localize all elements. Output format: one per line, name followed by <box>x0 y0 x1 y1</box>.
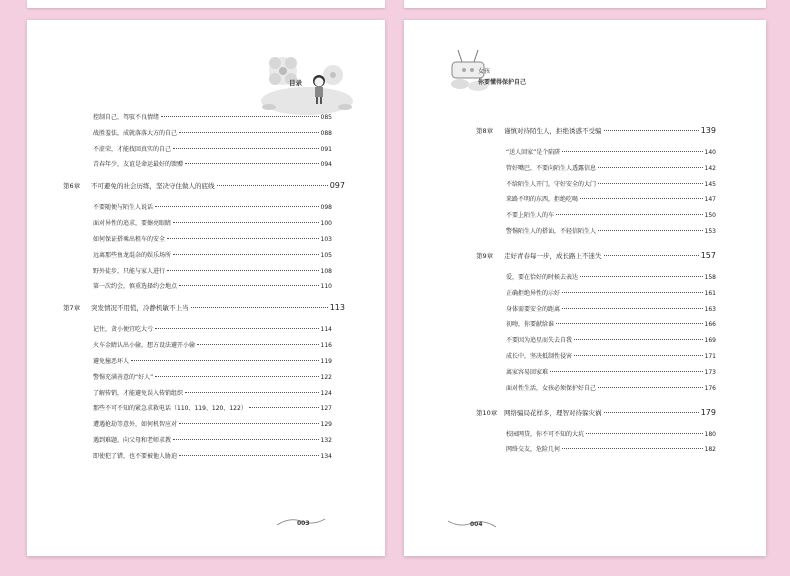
entry-page-number: 110 <box>320 283 332 291</box>
entry-title: 不要因为追星而失去自我 <box>506 337 573 345</box>
dot-leader <box>185 392 319 393</box>
toc-header-title: 目录 <box>289 79 302 87</box>
dot-leader <box>598 387 703 388</box>
entry-title: 不要上陌生人的车 <box>506 212 555 220</box>
entry-title: 遇到难题，向父母和老师求教 <box>93 437 172 444</box>
entry-title: 青春年少，友谊是命运最好的馈赠 <box>93 161 184 169</box>
toc-entry[interactable] <box>506 319 716 328</box>
toc-entry[interactable] <box>93 340 332 349</box>
entry-title: 不给陌生人开门，守好安全的大门 <box>506 180 597 188</box>
sign-illustration <box>444 48 500 94</box>
chapter-label: 第6章 <box>63 182 81 191</box>
dot-leader <box>604 130 699 131</box>
chapter-title: 走好青春每一步，成长路上不迷失 <box>504 252 602 260</box>
dot-leader <box>161 116 319 117</box>
entry-title: 面对异性的追求，要擦亮眼睛 <box>93 220 172 228</box>
entry-title: 控制自己，驾驭不良情绪 <box>93 114 160 121</box>
chapter-heading <box>476 126 602 135</box>
toc-entry[interactable] <box>93 281 332 290</box>
previous-page-edge-right <box>404 0 766 8</box>
dot-leader <box>155 376 318 377</box>
chapter-title: 突发情况不用慌，冷静机敏不上当 <box>91 304 189 313</box>
toc-chapter-entry[interactable] <box>476 408 716 417</box>
toc-entry[interactable] <box>93 388 332 397</box>
dot-leader <box>598 167 703 168</box>
chapter-heading <box>476 408 602 417</box>
dot-leader <box>574 355 703 356</box>
entry-title: “送人回家”是个陷阱 <box>506 149 561 156</box>
entry-page-number: 142 <box>704 164 716 172</box>
toc-entry[interactable] <box>93 403 332 412</box>
entry-page-number: 182 <box>704 446 716 454</box>
dot-leader <box>249 407 319 408</box>
entry-title: 野外徒步，只能与家人进行 <box>93 267 166 275</box>
entry-title: 面对性生活，女孩必须保护好自己 <box>506 384 597 392</box>
dot-leader <box>173 222 319 223</box>
chapter-title: 网络骗局花样多，理智对待躲灾祸 <box>504 408 602 417</box>
entry-title: 管好嘴巴，不要向陌生人透露信息 <box>506 164 597 172</box>
entry-title: 不要随便与陌生人说话 <box>93 204 154 212</box>
toc-entry[interactable] <box>506 304 716 313</box>
dot-leader <box>550 371 703 372</box>
right-page <box>404 20 766 556</box>
entry-page-number: 122 <box>320 373 332 381</box>
toc-entry[interactable] <box>506 383 716 392</box>
toc-entry[interactable] <box>506 272 716 281</box>
dot-leader <box>586 433 703 434</box>
dot-leader <box>179 455 319 456</box>
entry-title: 那些不可不知的紧急求救电话（110、119、120、122） <box>93 405 247 413</box>
entry-page-number: 085 <box>320 114 332 121</box>
toc-entry[interactable] <box>93 202 332 211</box>
dot-leader <box>556 323 703 324</box>
entry-page-number: 139 <box>700 126 716 135</box>
entry-title: 爱，要在恰好的时候去表达 <box>506 274 579 281</box>
chapter-heading <box>63 303 189 312</box>
toc-entry[interactable] <box>506 210 716 219</box>
entry-page-number: 134 <box>320 452 332 460</box>
entry-page-number: 166 <box>704 321 716 329</box>
entry-page-number: 113 <box>329 303 345 313</box>
entry-title: 战胜羞怯，成就落落大方的自己 <box>93 129 178 137</box>
toc-entry[interactable] <box>93 234 332 243</box>
entry-page-number: 173 <box>704 368 716 376</box>
toc-entry[interactable] <box>93 159 332 168</box>
entry-title: 成长中，坚决抵制性侵害 <box>506 353 573 360</box>
dot-leader <box>217 185 328 186</box>
entry-page-number: 129 <box>320 421 332 429</box>
entry-page-number: 108 <box>320 267 332 275</box>
chapter-label: 第10章 <box>476 408 498 417</box>
entry-page-number: 169 <box>704 337 716 345</box>
toc-entry[interactable] <box>506 147 716 156</box>
toc-entry[interactable] <box>93 324 332 333</box>
entry-title: 正确拒绝异性的示好 <box>506 289 561 297</box>
dot-leader <box>167 270 319 271</box>
entry-page-number: 103 <box>320 236 332 243</box>
dot-leader <box>580 198 703 199</box>
page-number: 004 <box>470 521 483 528</box>
dot-leader <box>562 448 703 449</box>
entry-page-number: 147 <box>704 196 716 204</box>
toc-entry[interactable] <box>506 429 716 438</box>
entry-title: 第一次约会，慎重选择约会地点 <box>93 283 178 291</box>
left-page <box>27 20 385 556</box>
dot-leader <box>580 276 703 277</box>
entry-page-number: 179 <box>700 407 716 417</box>
entry-title: 如何保证搭乘出租车的安全 <box>93 236 166 243</box>
entry-page-number: 158 <box>704 274 716 281</box>
dot-leader <box>574 339 703 340</box>
entry-page-number: 157 <box>700 251 716 260</box>
entry-page-number: 176 <box>704 384 716 392</box>
toc-entry[interactable] <box>93 128 332 137</box>
chapter-heading <box>63 181 215 190</box>
toc-chapter-entry[interactable] <box>476 126 716 135</box>
entry-title: 警惕陌生人的搭讪，不轻信陌生人 <box>506 228 597 235</box>
dot-leader <box>155 328 319 329</box>
entry-title: 不虚荣，才能找回真实的自己 <box>93 145 172 153</box>
entry-page-number: 180 <box>704 430 716 438</box>
toc-entry[interactable] <box>506 367 716 376</box>
toc-entry[interactable] <box>93 419 332 428</box>
entry-page-number: 153 <box>704 228 716 235</box>
chapter-title: 谨慎对待陌生人，拒绝诱惑不受骗 <box>504 127 602 135</box>
chapter-label: 第9章 <box>476 252 494 260</box>
entry-page-number: 163 <box>704 305 716 313</box>
entry-page-number: 127 <box>320 405 332 413</box>
chapter-label: 第8章 <box>476 127 494 135</box>
dot-leader <box>556 214 703 215</box>
toc-entry[interactable] <box>93 112 332 121</box>
entry-title: 遭遇抢劫等意外，如何机智应对 <box>93 421 178 429</box>
book-title-line2: 你要懂得保护自己 <box>478 79 527 86</box>
chapter-label: 第7章 <box>63 304 81 313</box>
toc-entry[interactable] <box>506 163 716 172</box>
page-number: 003 <box>297 520 310 527</box>
entry-title: 初吻，你要献给谁 <box>506 321 555 329</box>
entry-title: 身体需要安全的距离 <box>506 305 561 313</box>
entry-title: 记住，贪小便宜吃大亏 <box>93 326 154 334</box>
dot-leader <box>562 308 703 309</box>
toc-entry[interactable] <box>506 288 716 297</box>
dot-leader <box>167 238 319 239</box>
entry-page-number: 145 <box>704 180 716 188</box>
dot-leader <box>179 423 319 424</box>
entry-title: 警惕充满善意的“好人” <box>93 373 154 381</box>
dot-leader <box>173 148 319 149</box>
dot-leader <box>197 344 319 345</box>
entry-title: 了解传销，才能避免误入传销组织 <box>93 389 184 397</box>
entry-title: 避免撞恶坏人 <box>93 358 130 365</box>
toc-entry[interactable] <box>506 226 716 235</box>
entry-page-number: 097 <box>329 181 345 191</box>
toc-chapter-entry[interactable] <box>63 303 345 312</box>
dot-leader <box>598 230 703 231</box>
entry-page-number: 124 <box>320 389 332 397</box>
toc-entry[interactable] <box>93 250 332 259</box>
entry-title: 火车金睛认出小偷，想方设法避开小偷 <box>93 342 196 350</box>
toc-entry[interactable] <box>93 372 332 381</box>
dot-leader <box>173 254 319 255</box>
dot-leader <box>562 151 702 152</box>
entry-page-number: 094 <box>320 161 332 169</box>
toc-entry[interactable] <box>506 179 716 188</box>
entry-page-number: 105 <box>320 251 332 259</box>
entry-page-number: 100 <box>320 220 332 228</box>
dot-leader <box>562 292 703 293</box>
entry-page-number: 132 <box>320 437 332 444</box>
toc-entry[interactable] <box>93 218 332 227</box>
entry-page-number: 150 <box>704 212 716 220</box>
toc-chapter-entry[interactable] <box>476 251 716 260</box>
previous-page-edge-left <box>27 0 385 8</box>
book-title-line1: 女孩 <box>478 68 491 75</box>
chapter-title: 不可避免的社会历练，坚决守住做人的底线 <box>91 182 215 191</box>
entry-page-number: 119 <box>320 358 332 365</box>
dot-leader <box>185 163 319 164</box>
dot-leader <box>598 183 703 184</box>
toc-entry[interactable] <box>93 266 332 275</box>
toc-entry[interactable] <box>93 144 332 153</box>
entry-page-number: 098 <box>320 204 332 212</box>
dot-leader <box>131 360 319 361</box>
dot-leader <box>604 255 699 256</box>
entry-title: 即使犯了错，也不要被他人胁迫 <box>93 452 178 460</box>
entry-title: 离家容易回家难 <box>506 368 549 376</box>
dot-leader <box>604 412 699 413</box>
toc-entry[interactable] <box>93 435 332 444</box>
toc-entry[interactable] <box>506 194 716 203</box>
entry-page-number: 140 <box>704 149 716 156</box>
entry-title: 校园网贷，你不可不知的大坑 <box>506 430 585 438</box>
entry-page-number: 088 <box>320 129 332 137</box>
entry-page-number: 161 <box>704 289 716 297</box>
entry-page-number: 116 <box>320 342 332 350</box>
entry-title: 远离那些鱼龙混杂的娱乐场所 <box>93 251 172 259</box>
dot-leader <box>155 206 319 207</box>
toc-entry[interactable] <box>506 351 716 360</box>
toc-entry[interactable] <box>93 356 332 365</box>
entry-page-number: 171 <box>704 353 716 360</box>
entry-page-number: 091 <box>320 145 332 153</box>
toc-entry[interactable] <box>93 451 332 460</box>
chapter-heading <box>476 251 602 260</box>
dot-leader <box>179 132 319 133</box>
toc-chapter-entry[interactable] <box>63 181 345 190</box>
dot-leader <box>179 285 319 286</box>
entry-title: 网络交友，危险几何 <box>506 446 561 454</box>
toc-entry[interactable] <box>506 335 716 344</box>
dot-leader <box>173 439 319 440</box>
toc-entry[interactable] <box>506 444 716 453</box>
entry-title: 来路不明的东西，拒绝吃喝 <box>506 196 579 204</box>
entry-page-number: 114 <box>320 326 332 334</box>
dot-leader <box>191 307 328 308</box>
